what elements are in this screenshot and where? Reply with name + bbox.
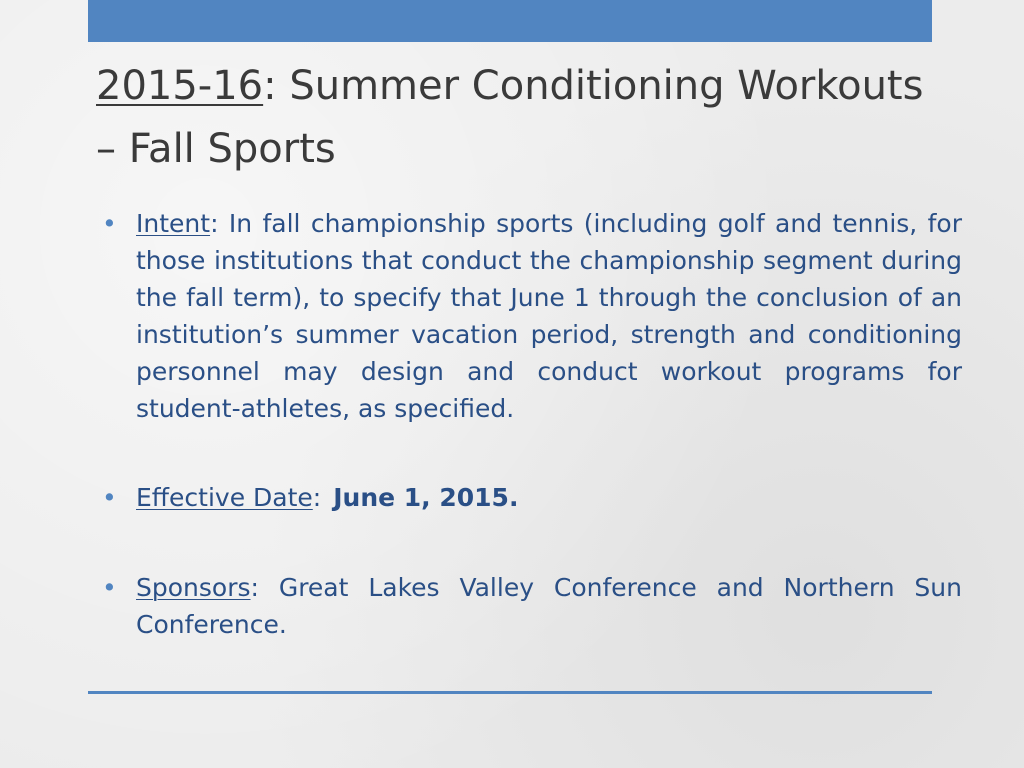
title-text: Summer Conditioning Workouts – Fall Sports xyxy=(96,63,924,172)
intent-separator: : xyxy=(210,209,229,238)
top-accent-band xyxy=(88,0,932,42)
sponsors-label: Sponsors xyxy=(136,573,251,602)
intent-text: In fall championship sports (including golf and tennis, for those institutions that conduct the championship segment during the fall term), to specify that June 1 through the conclusion of an institution’s summer vacation period, strength and conditioning personnel may design and conduct workout programs for student-athletes, as specified. xyxy=(136,209,962,423)
bullet-item-intent xyxy=(102,205,962,479)
slide-title xyxy=(96,55,956,181)
intent-label: Intent xyxy=(136,209,211,238)
bullet-item-effective-date xyxy=(102,479,962,569)
bottom-divider xyxy=(88,691,932,694)
effective-date-value: June 1, 2015. xyxy=(333,483,519,512)
bullet-list xyxy=(102,205,962,643)
title-separator: : xyxy=(263,63,290,109)
bullet-icon: • xyxy=(102,483,117,512)
effective-date-label: Effective Date xyxy=(136,483,313,512)
effective-date-separator: : xyxy=(312,483,322,512)
bullet-item-sponsors xyxy=(102,569,962,643)
sponsors-separator: : xyxy=(250,573,279,602)
title-year: 2015-16 xyxy=(96,63,264,109)
bullet-icon: • xyxy=(102,209,117,238)
bullet-icon: • xyxy=(102,573,117,602)
sponsors-text: Great Lakes Valley Conference and Northern Sun Conference. xyxy=(136,573,962,639)
